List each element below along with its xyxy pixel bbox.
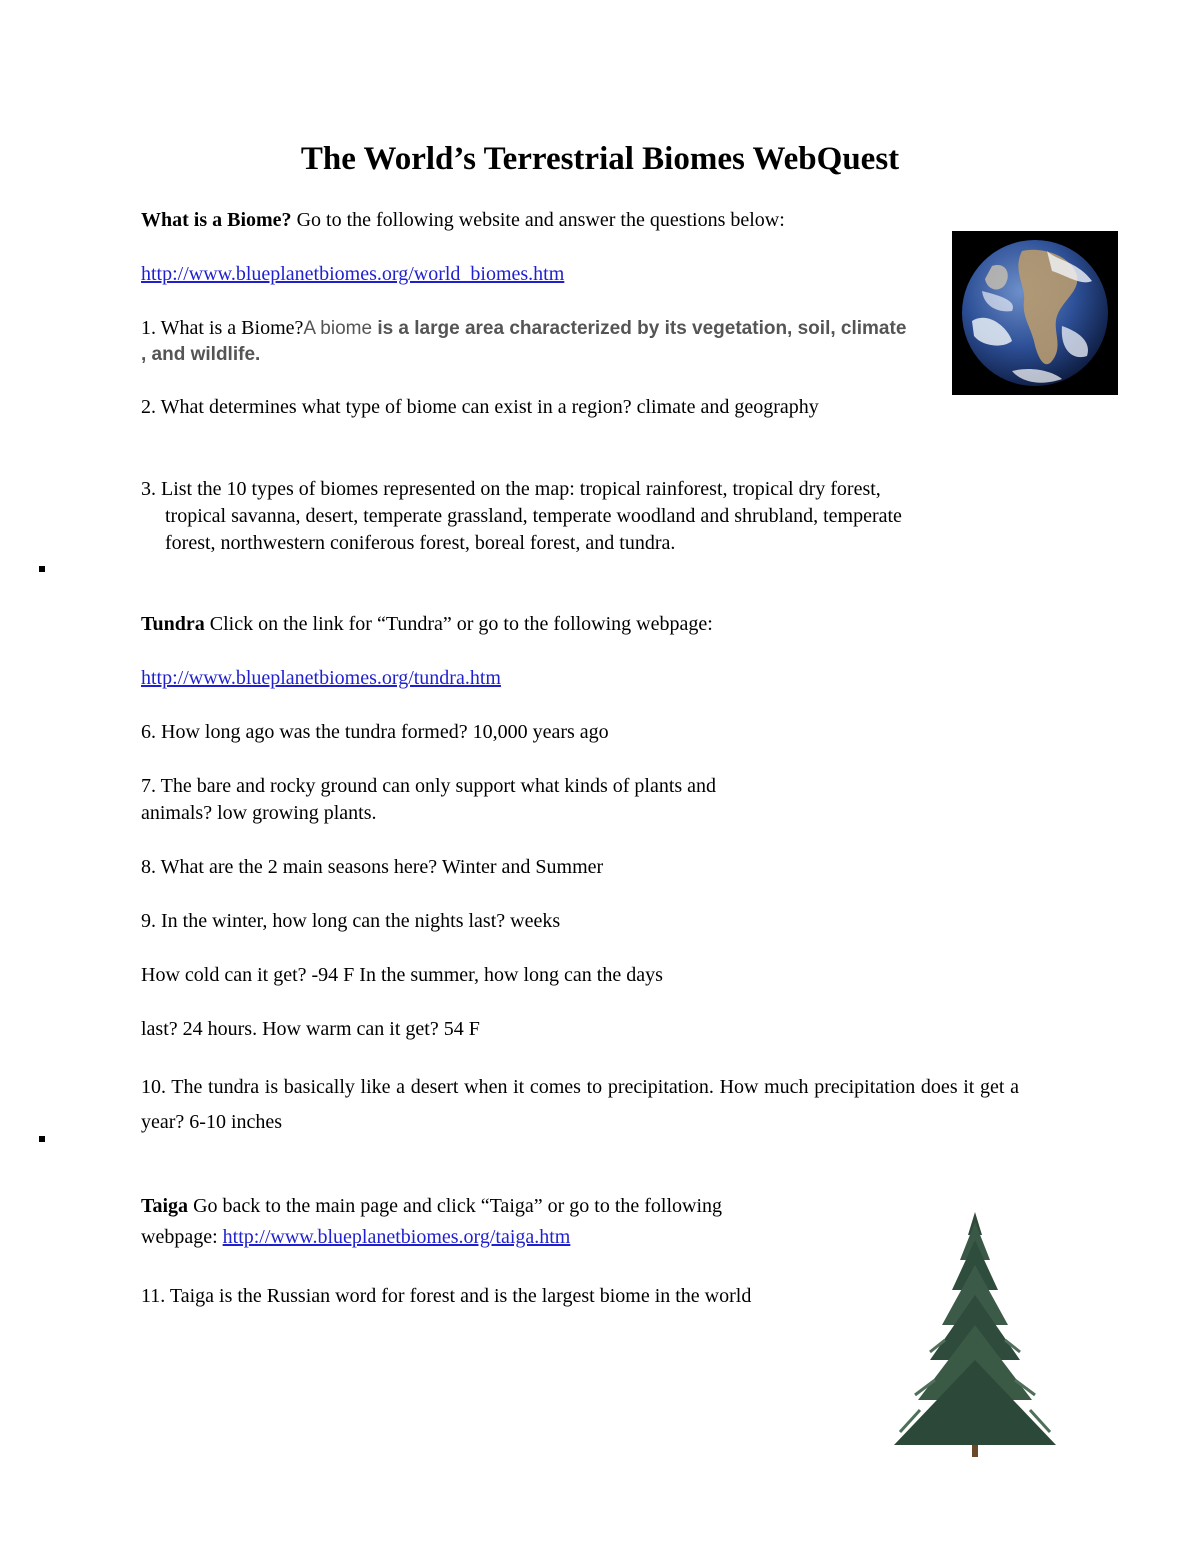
world-biomes-link[interactable]: http://www.blueplanetbiomes.org/world_biomes.htm bbox=[141, 263, 565, 285]
taiga-heading: Taiga bbox=[141, 1195, 189, 1217]
tundra-line bbox=[141, 611, 713, 638]
earth-image bbox=[952, 231, 1118, 395]
question-9-cold: How cold can it get? -94 F In the summer, how long can the days bbox=[141, 964, 663, 986]
bullet-marker bbox=[39, 566, 45, 572]
q1-answer-bold: is a large area characterized by its vegetation, soil, climate bbox=[377, 318, 907, 339]
question-9: 9. In the winter, how long can the nights last? weeks bbox=[141, 910, 561, 932]
tundra-heading: Tundra bbox=[141, 613, 205, 635]
intro-heading: What is a Biome? bbox=[141, 209, 292, 231]
taiga-link[interactable]: http://www.blueplanetbiomes.org/taiga.htm bbox=[222, 1226, 571, 1248]
question-2: 2. What determines what type of biome can exist in a region? climate and geography bbox=[141, 396, 819, 418]
question-3-line-1: 3. List the 10 types of biomes represented on the map: tropical rainforest, tropical dry forest, bbox=[141, 478, 881, 500]
question-8: 8. What are the 2 main seasons here? Winter and Summer bbox=[141, 856, 604, 878]
intro-line bbox=[141, 207, 785, 234]
earth-globe-icon bbox=[952, 231, 1118, 395]
taiga-link-line bbox=[141, 1224, 570, 1251]
question-3-line-2: tropical savanna, desert, temperate grassland, temperate woodland and shrubland, temperate bbox=[165, 505, 902, 527]
question-9-warm: last? 24 hours. How warm can it get? 54 F bbox=[141, 1018, 480, 1040]
spruce-tree-icon bbox=[890, 1210, 1060, 1460]
question-1 bbox=[141, 315, 906, 342]
question-10: 10. The tundra is basically like a desert when it comes to precipitation. How much precipitation does it get a year? 6-10 inches bbox=[141, 1076, 1019, 1133]
q1-answer-plain: A biome bbox=[303, 318, 378, 339]
tundra-link[interactable]: http://www.blueplanetbiomes.org/tundra.htm bbox=[141, 667, 501, 689]
taiga-text: Go back to the main page and click “Taiga” or go to the following bbox=[188, 1195, 723, 1217]
q1-answer-continued: , and wildlife. bbox=[141, 344, 261, 365]
tundra-text: Click on the link for “Tundra” or go to the following webpage: bbox=[204, 613, 713, 635]
taiga-line bbox=[141, 1193, 722, 1220]
question-7-line-2: animals? low growing plants. bbox=[141, 802, 377, 824]
intro-text: Go to the following website and answer the questions below: bbox=[291, 209, 785, 231]
q1-question: 1. What is a Biome? bbox=[141, 317, 304, 339]
question-6: 6. How long ago was the tundra formed? 10,000 years ago bbox=[141, 721, 609, 743]
tree-image bbox=[890, 1210, 1060, 1460]
page-title: The World’s Terrestrial Biomes WebQuest bbox=[300, 141, 900, 177]
question-11: 11. Taiga is the Russian word for forest and is the largest biome in the world bbox=[141, 1285, 752, 1307]
question-7-line-1: 7. The bare and rocky ground can only support what kinds of plants and bbox=[141, 775, 717, 797]
bullet-marker bbox=[39, 1136, 45, 1142]
taiga-link-prefix: webpage: bbox=[141, 1226, 223, 1248]
question-3-line-3: forest, northwestern coniferous forest, boreal forest, and tundra. bbox=[165, 532, 676, 554]
